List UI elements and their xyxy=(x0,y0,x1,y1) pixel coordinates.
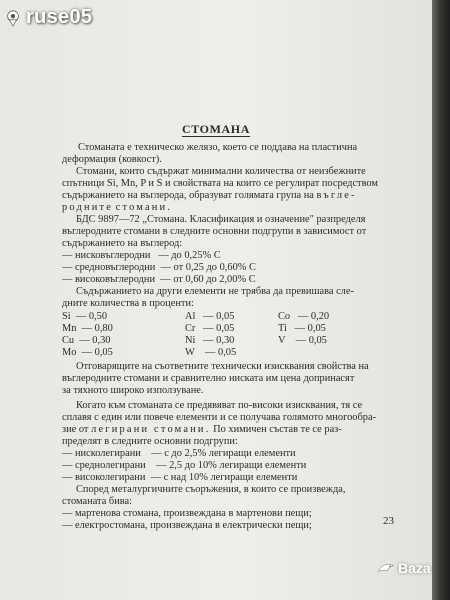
bird-logo-icon xyxy=(376,558,396,578)
text-line: зие от легирани стомани. По химичен състав те се раз- xyxy=(62,424,342,435)
text-line: съдържанието на въглерода, образуват голямата група на въгле- xyxy=(62,190,357,201)
text-line: стоманата бива: xyxy=(62,496,133,507)
text-line: Съдържанието на други елементи не трябва да превишава сле- xyxy=(76,286,354,297)
text-line: БДС 9897—72 „Стомана. Класификация и означение" разпределя xyxy=(76,214,366,225)
table-cell: Mn — 0,80 xyxy=(62,323,113,334)
table-cell: Ni — 0,30 xyxy=(185,335,235,346)
list-item: — средновъглеродни — от 0,25 до 0,60% С xyxy=(62,262,256,273)
text-line: Когато към стоманата се предявяват по-високи изисквания, тя се xyxy=(76,400,363,411)
watermark-text: ruse05 xyxy=(26,6,93,28)
list-item: — нисколегирани — с до 2,5% легиращи елементи xyxy=(62,448,296,459)
text-line: Според металургичните съоръжения, в които се произвежда, xyxy=(76,484,346,495)
text-line: Отговарящите на съответните технически изисквания свойства на xyxy=(76,361,369,372)
text-line: спътници Si, Mn, P и S и свойствата на които се регулират посредством xyxy=(62,178,379,189)
text-line: дните количества в проценти: xyxy=(62,298,194,309)
text-line: пределят в следните основни подгрупи: xyxy=(62,436,238,447)
table-cell: V — 0,05 xyxy=(278,335,327,346)
list-item: — високолегирани — с над 10% легиращи елементи xyxy=(62,472,298,483)
text-line: Стомани, които съдържат минимални количества от неизбежните xyxy=(76,166,366,177)
watermark xyxy=(4,6,92,29)
text-line: родните стомани. xyxy=(62,202,173,213)
book-spine xyxy=(432,0,450,600)
brand-text: Baza xyxy=(398,560,431,576)
page-number: 23 xyxy=(383,515,394,527)
table-cell: Cu — 0,30 xyxy=(62,335,111,346)
text-line: Стоманата е техническо желязо, което се поддава на пластична xyxy=(78,142,358,153)
table-cell: Al — 0,05 xyxy=(185,311,235,322)
text-line: деформация (ковкост). xyxy=(62,154,162,165)
list-item: — електростомана, произвеждана в електрически пещи; xyxy=(62,520,312,531)
table-cell: Mo — 0,05 xyxy=(62,347,113,358)
text-line: въглеродните стомани и сравнително ниската им цена допринасят xyxy=(62,373,355,384)
text-line: въглеродните стомани в следните основни подгрупи в зависимост от xyxy=(62,226,367,237)
text-line: сплавя с един или повече елементи и се получава голямото многообра- xyxy=(62,412,377,423)
table-cell: Si — 0,50 xyxy=(62,311,108,322)
table-cell: Ti — 0,05 xyxy=(278,323,326,334)
list-item: — мартенова стомана, произвеждана в мартенови пещи; xyxy=(62,508,312,519)
pin-icon xyxy=(4,9,22,27)
list-item: — среднолегирани — 2,5 до 10% легиращи елементи xyxy=(62,460,307,471)
list-item: — нисковъглеродни — до 0,25% С xyxy=(62,250,221,261)
table-cell: W — 0,05 xyxy=(185,347,237,358)
table-cell: Cr — 0,05 xyxy=(185,323,235,334)
table-cell: Co — 0,20 xyxy=(278,311,330,322)
text-line: съдържанието на въглерод: xyxy=(62,238,183,249)
brand-watermark xyxy=(376,558,431,578)
page-title: СТОМАНА xyxy=(181,122,251,136)
text-line: за тяхното широко използуване. xyxy=(62,385,204,396)
list-item: — високовъглеродни — от 0,60 до 2,00% С xyxy=(62,274,256,285)
